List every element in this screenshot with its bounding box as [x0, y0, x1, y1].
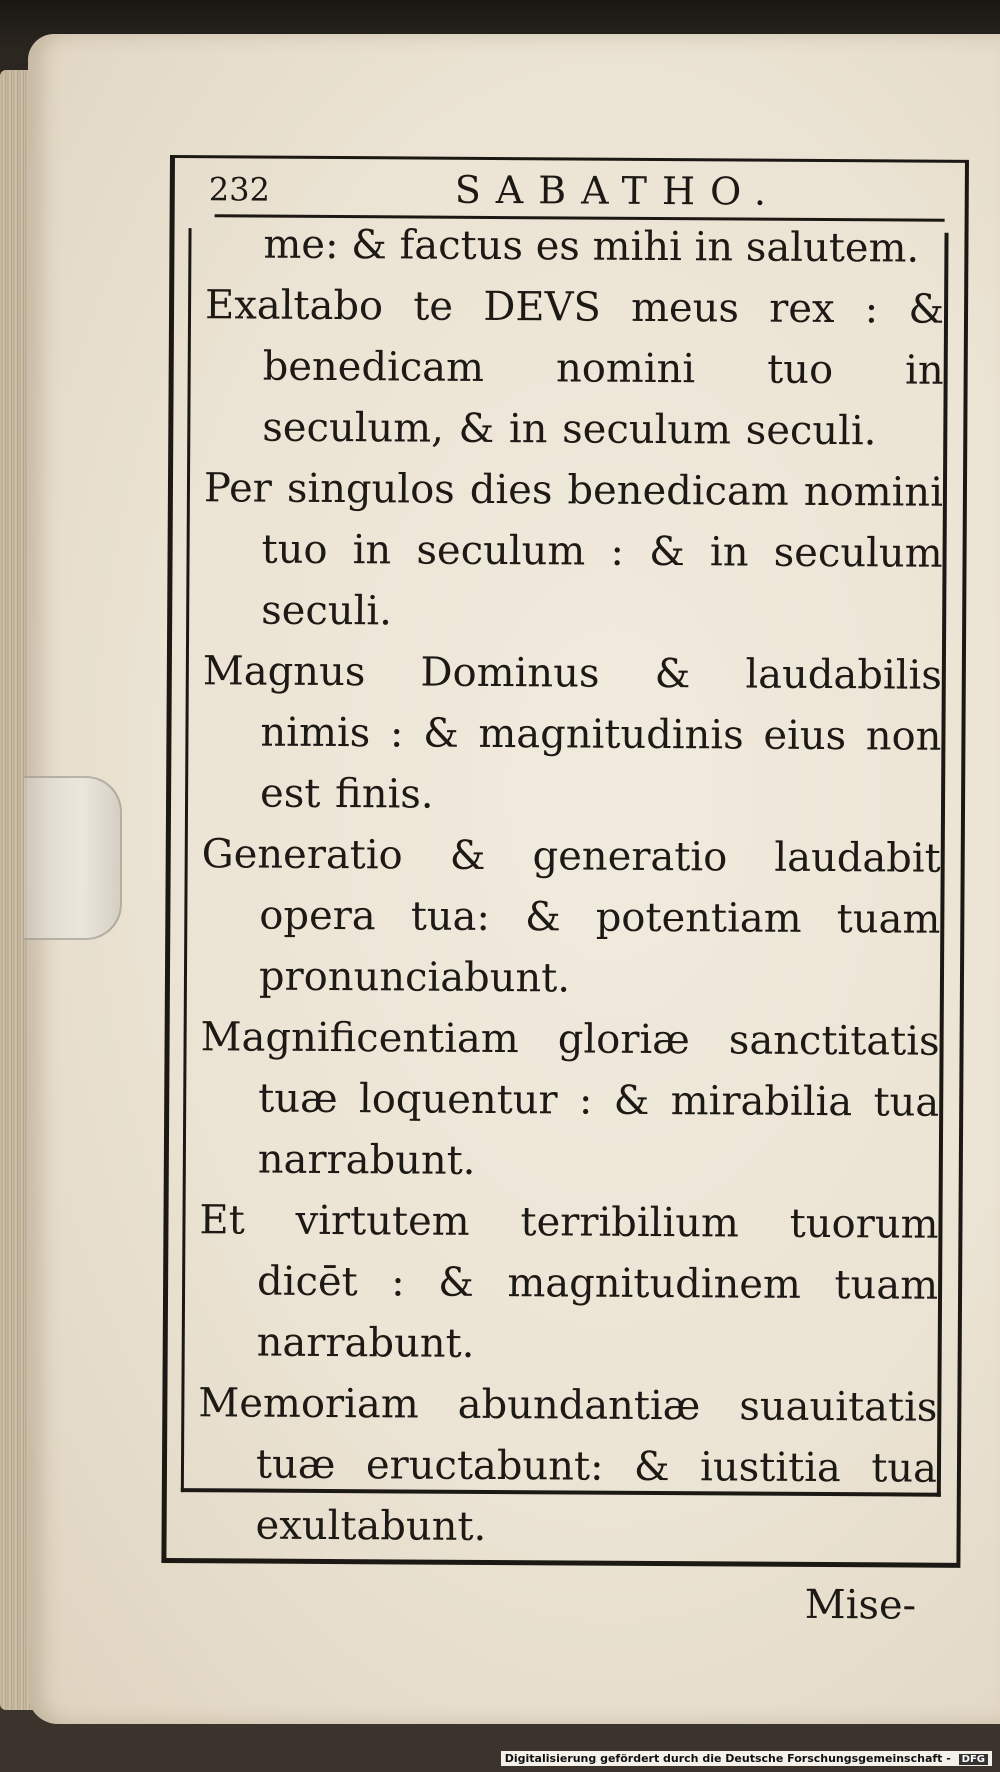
credit-text: Digitalisierung gefördert durch die Deutsche Forschungsgemeinschaft -: [504, 1752, 951, 1765]
page-frame: [161, 155, 969, 1629]
verse: Magnificentiam gloriæ sanctitatis tuæ loquentur : & mirabilia tua narrabunt.: [200, 1014, 940, 1184]
verse-continuation: me: & factus es mihi in salutem.: [263, 221, 920, 272]
catchword: Mise-: [804, 1581, 917, 1629]
running-header: [208, 160, 945, 221]
page-number: 232: [208, 170, 270, 209]
verse: Memoriam abundantiæ suauitatis tuæ eructabunt: & iustitia tua exultabunt.: [198, 1380, 938, 1550]
verse: Exaltabo te DEVS meus rex : & benedicam nomini tuo in seculum, & in seculum seculi.: [204, 282, 945, 455]
verse: Et virtutem terribilium tuorum dicēt : & magnitudinem tuam narrabunt.: [199, 1197, 939, 1367]
dfg-logo: DFG: [959, 1754, 988, 1765]
verse-list: [183, 214, 944, 1561]
verse: Magnus Dominus & laudabilis nimis : & magnitudinis eius non est finis.: [202, 648, 942, 818]
verse: Per singulos dies benedicam nomini tuo in seculum : & in seculum seculi.: [203, 465, 944, 635]
digitization-credit: [501, 1751, 992, 1766]
text-block: [181, 221, 949, 1550]
page-clip: [24, 776, 122, 940]
verse: Generatio & generatio laudabit opera tua: & potentiam tuam pronunciabunt.: [201, 831, 941, 1002]
running-title: SABATHO.: [454, 167, 782, 214]
